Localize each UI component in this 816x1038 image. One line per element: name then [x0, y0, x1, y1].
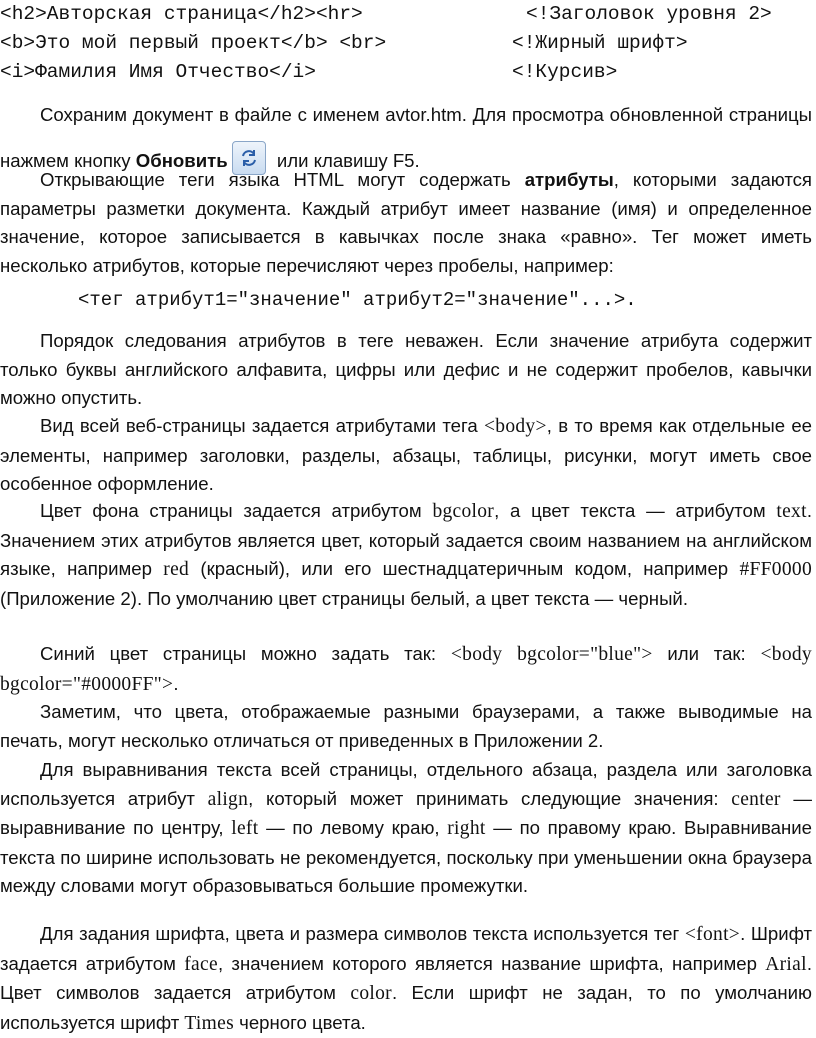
- code-right: right: [447, 818, 486, 839]
- code-align: align: [207, 788, 249, 810]
- code-font-tag: <font>: [684, 924, 741, 945]
- code-center: center: [731, 788, 781, 810]
- code-line-3: <i>Фамилия Имя Отчество</i>: [0, 61, 316, 83]
- code-face: face: [184, 953, 218, 975]
- code-body-tag: <body>: [483, 416, 547, 437]
- code-arial: Arial: [765, 953, 807, 975]
- paragraph-save-document: Сохраним документ в файле с именем avtor.htm. Для просмотра обновленной страницы нажмем кнопку Обновить или клавишу F5.: [0, 92, 812, 184]
- paragraph-attribute-order: Порядок следования атрибутов в теге неважен. Если значение атрибута содержит только буквы английского алфавита, цифры или дефис и не содержит пробелов, кавычки можно опустить.: [0, 330, 812, 408]
- paragraph-blue-example: Синий цвет страницы можно задать так: <body bgcolor="blue"> или так: <body bgcolor="#0000FF">.: [0, 643, 812, 695]
- code-ff0000: #FF0000: [739, 559, 813, 580]
- code-color: color: [350, 983, 392, 1004]
- code-line-1: <h2>Авторская страница</h2><hr>: [0, 3, 363, 25]
- code-times: Times: [184, 1012, 234, 1034]
- attributes-term: атрибуты: [524, 169, 614, 190]
- code-line-2: <b>Это мой первый проект</b> <br>: [0, 32, 387, 54]
- code-red: red: [163, 559, 190, 580]
- paragraph-colors: Цвет фона страницы задается атрибутом bgcolor, а цвет текста — атрибутом text. Значением этих атрибутов является цвет, который задается своим названием на английском языке, например red (красный), или его шестнадцатеричным кодом, например #FF0000 (Приложение 2). По умолчанию цвет страницы белый, а цвет текста — черный.: [0, 500, 813, 609]
- paragraph-browser-colors: Заметим, что цвета, отображаемые разными браузерами, а также выводимые на печать, могут несколько отличаться от приведенных в Приложении 2.: [0, 701, 812, 751]
- code-comment-3: <!Курсив>: [512, 61, 618, 83]
- code-text: text: [776, 501, 807, 522]
- paragraph-attributes: Открывающие теги языка HTML могут содержать атрибуты, которыми задаются параметры разметки документа. Каждый атрибут имеет название (имя) и определенное значение, которое записывается в кавычках после знака «равно». Тег может иметь несколько атрибутов, которые перечисляют через пробелы, например:: [0, 169, 812, 276]
- paragraph-align: Для выравнивания текста всей страницы, отдельного абзаца, раздела или заголовка используется атрибут align, который может принимать следующие значения: center — выравнивание по центру, left — по левому краю, right — по правому краю. Выравнивание текста по ширине использовать не рекомендуется, поскольку при уменьшении окна браузера между словами могут образовываться большие промежутки.: [0, 759, 812, 896]
- code-left: left: [231, 818, 259, 839]
- code-comment-2: <!Жирный шрифт>: [512, 32, 688, 54]
- paragraph-body-attributes: Вид всей веб-страницы задается атрибутами тега <body>, в то время как отдельные ее элементы, например заголовки, разделы, абзацы, таблицы, рисунки, могут иметь свое особенное оформление.: [0, 415, 812, 494]
- refresh-button-name: Обновить: [135, 150, 228, 171]
- code-bgcolor: bgcolor: [432, 501, 495, 522]
- code-comment-1: <!Заголовок уровня 2>: [526, 3, 772, 25]
- code-body-hex: <body bgcolor="#0000FF">: [0, 644, 812, 695]
- paragraph-font: Для задания шрифта, цвета и размера символов текста используется тег <font>. Шрифт задается атрибутом face, значением которого является название шрифта, например Arial. Цвет символов задается атрибутом color. Если шрифт не задан, то по умолчанию используется шрифт Times черного цвета.: [0, 923, 812, 1034]
- example-tag-syntax: <тег атрибут1="значение" атрибут2="значение"...>.: [78, 289, 637, 311]
- code-body-blue: <body bgcolor="blue">: [450, 644, 653, 665]
